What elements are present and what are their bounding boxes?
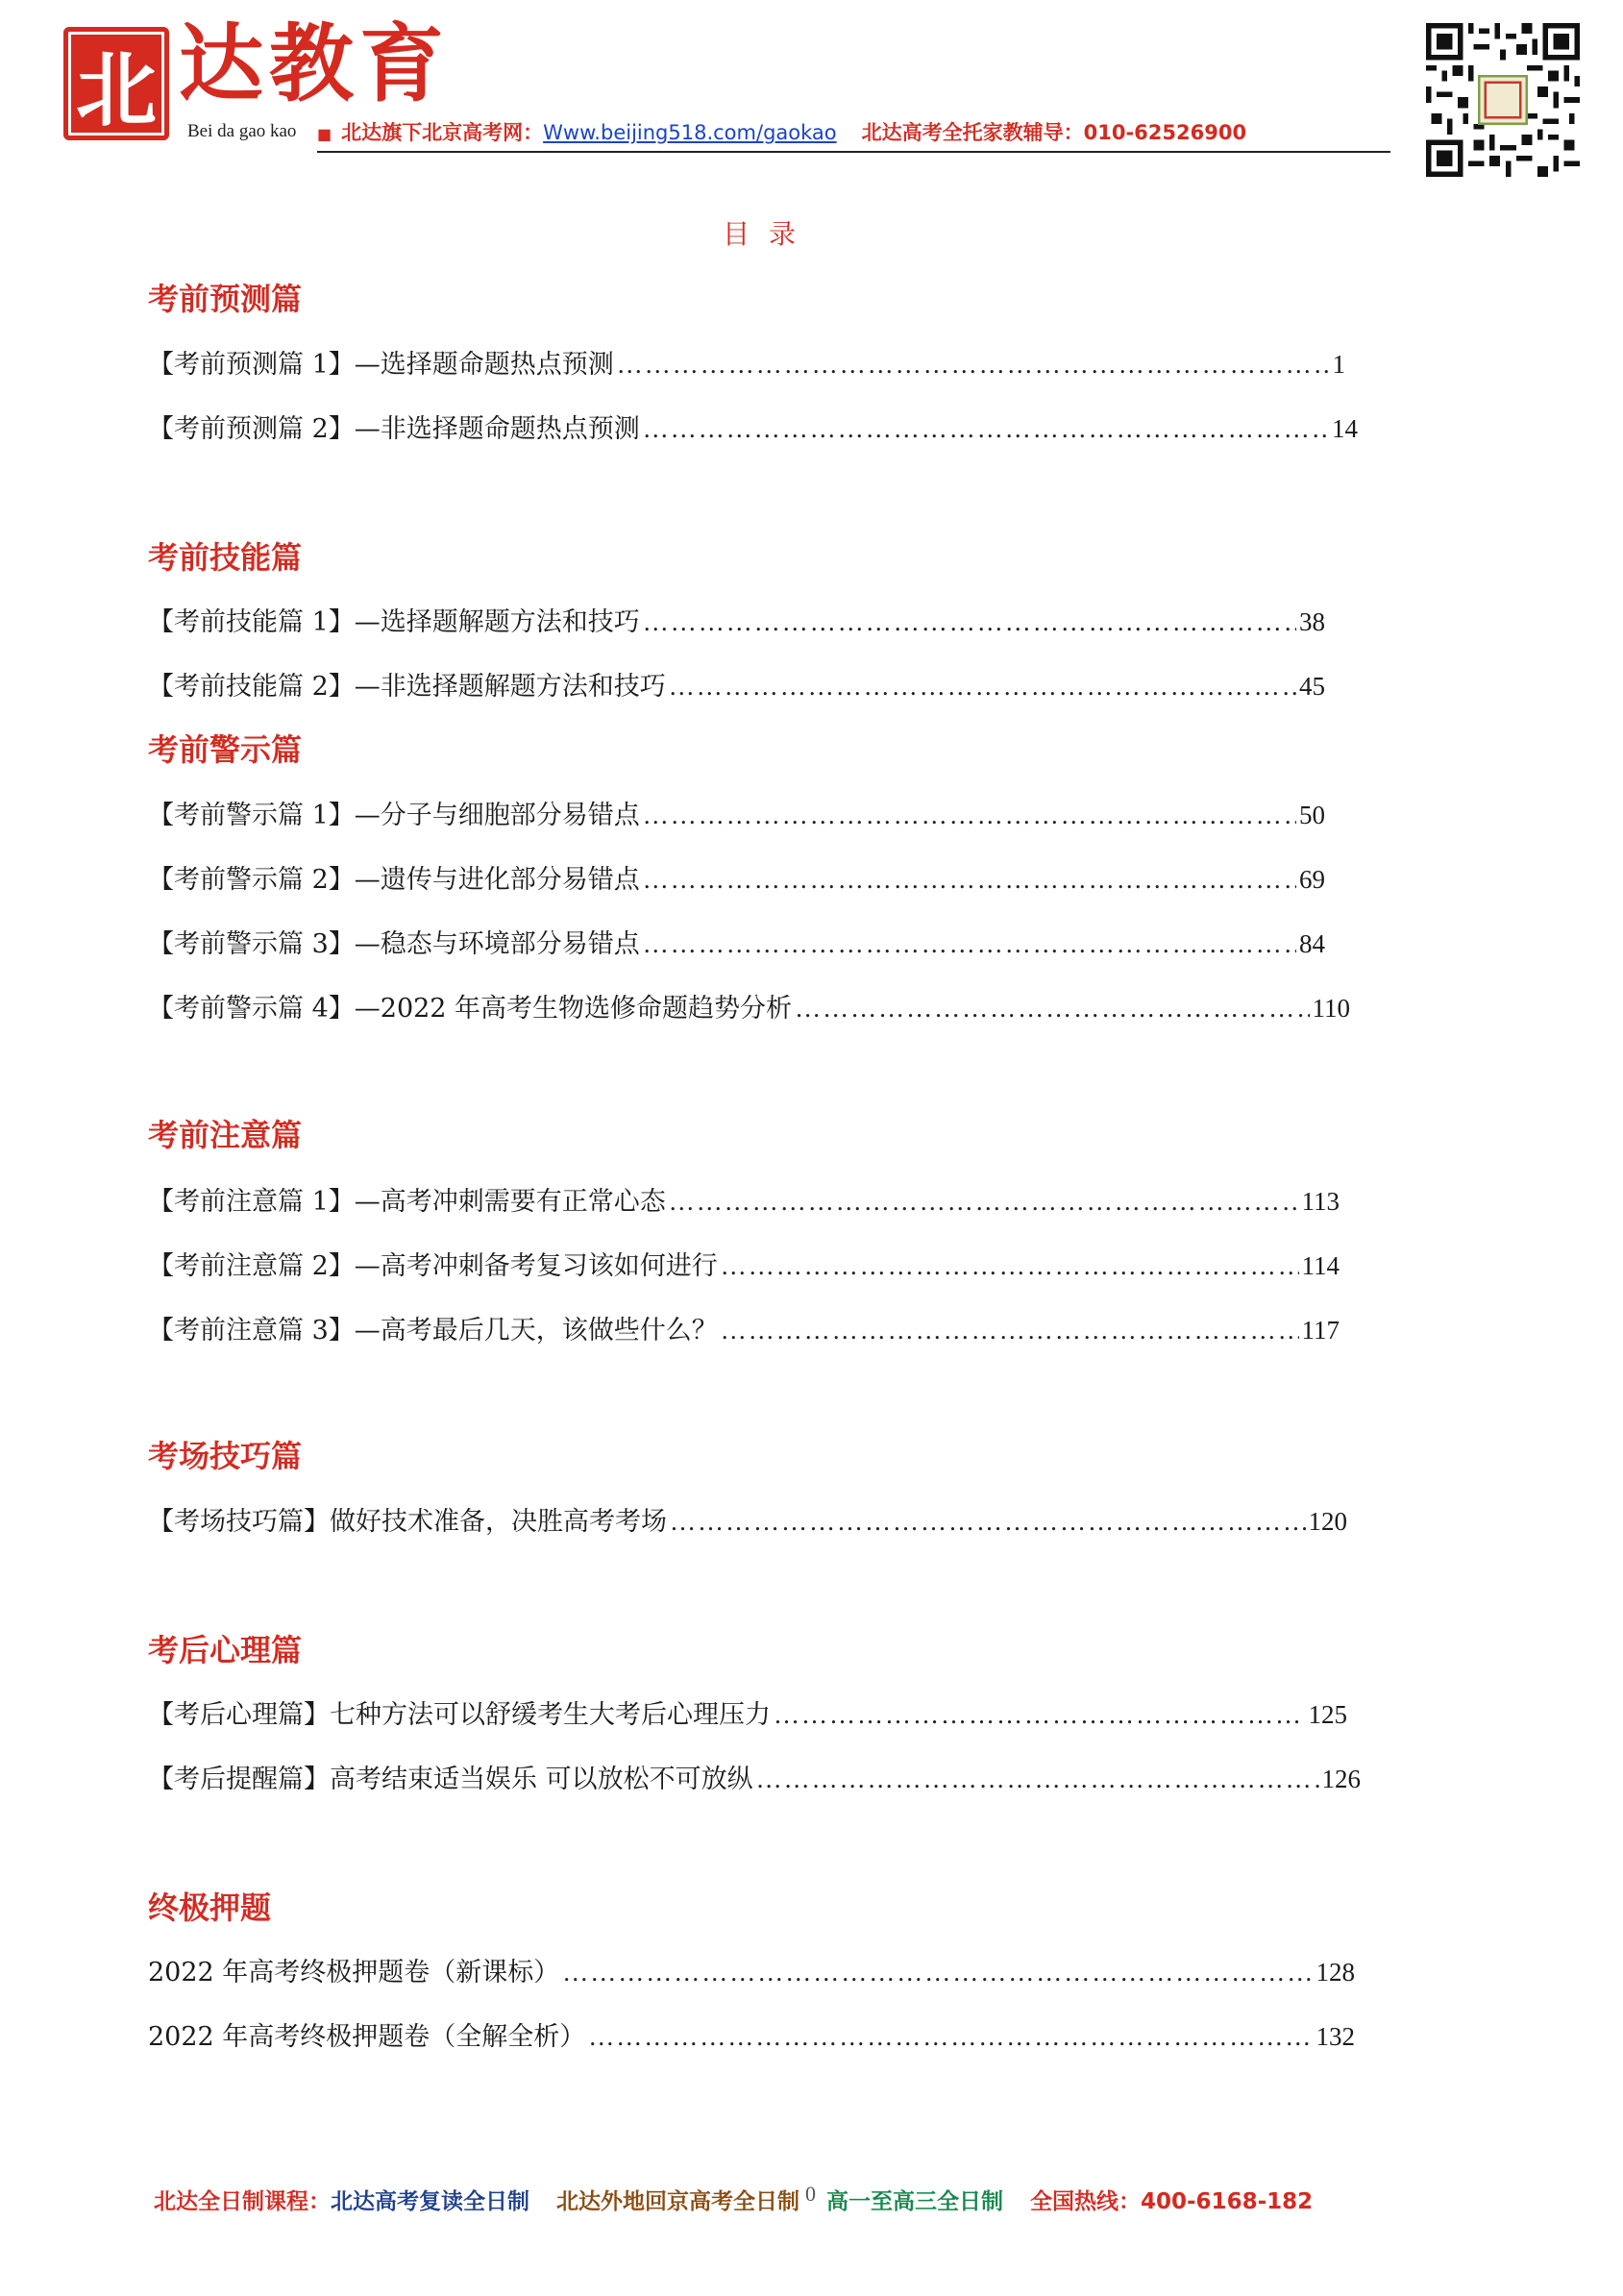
- toc-entry-page: 113: [1301, 1187, 1340, 1216]
- dot-leader: [643, 414, 1329, 444]
- qr-code-icon: [1426, 23, 1580, 177]
- toc-entry[interactable]: [148, 407, 1358, 445]
- dot-leader: [669, 1187, 1299, 1217]
- toc-entry-page: 45: [1299, 672, 1325, 701]
- footer-bar: [154, 2184, 1340, 2215]
- toc-entry-title: 【考前警示篇 3】—稳态与环境部分易错点: [148, 929, 640, 959]
- section-heading-skills: 考前技能篇: [148, 539, 303, 576]
- toc-entry-title: 【考前注意篇 3】—高考最后几天，该做些什么？: [148, 1316, 718, 1346]
- dot-leader: [721, 1251, 1299, 1281]
- toc-entry-page: 38: [1299, 607, 1325, 636]
- toc-entry[interactable]: [148, 1500, 1347, 1538]
- toc-entry[interactable]: [148, 2015, 1355, 2053]
- toc-entry-title: 2022 年高考终极押题卷（全解全析）: [148, 2022, 586, 2052]
- footer-hotline: 全国热线：400-6168-182: [1030, 2189, 1314, 2214]
- section-heading-attention: 考前注意篇: [148, 1117, 303, 1153]
- tutor-phone: 北达高考全托家教辅导：010-62526900: [861, 121, 1247, 144]
- toc-entry[interactable]: [148, 665, 1325, 703]
- toc-entry-title: 【考后提醒篇】高考结束适当娱乐 可以放松不可放纵: [148, 1765, 753, 1794]
- section-heading-post-exam: 考后心理篇: [148, 1632, 303, 1668]
- site-label: 北达旗下北京高考网：: [341, 121, 544, 144]
- toc-entry[interactable]: [148, 1758, 1361, 1795]
- toc-entry[interactable]: [148, 601, 1325, 638]
- toc-entry-page: 114: [1301, 1251, 1340, 1280]
- toc-entry[interactable]: [148, 987, 1350, 1025]
- toc-entry-title: 【考前注意篇 2】—高考冲刺备考复习该如何进行: [148, 1251, 718, 1281]
- toc-entry-page: 14: [1332, 414, 1358, 443]
- footer-course-repeat: 北达高考复读全日制: [331, 2189, 529, 2214]
- toc-entry-title: 【考前技能篇 2】—非选择题解题方法和技巧: [148, 672, 666, 702]
- toc-entry-title: 2022 年高考终极押题卷（新课标）: [148, 1958, 560, 1987]
- footer-course-label: 北达全日制课程：: [154, 2189, 331, 2214]
- dot-leader: [670, 1507, 1306, 1537]
- dot-leader: [643, 929, 1296, 959]
- footer-course-return: 北达外地回京高考全日制: [556, 2189, 799, 2214]
- toc-entry-page: 84: [1299, 929, 1325, 958]
- toc-entry-page: 125: [1308, 1700, 1347, 1729]
- site-link[interactable]: Www.beijing518.com/gaokao: [543, 121, 837, 144]
- toc-entry-title: 【考前技能篇 1】—选择题解题方法和技巧: [148, 607, 640, 637]
- logo-char: 北: [75, 41, 157, 137]
- toc-entry[interactable]: [148, 923, 1325, 960]
- toc-entry[interactable]: [148, 1245, 1340, 1282]
- section-heading-warnings: 考前警示篇: [148, 731, 303, 768]
- section-heading-exam-room: 考场技巧篇: [148, 1438, 303, 1474]
- toc-entry[interactable]: [148, 343, 1345, 381]
- dot-leader: [617, 350, 1330, 380]
- dot-leader: [721, 1316, 1299, 1346]
- header-divider: [317, 151, 1390, 153]
- toc-entry[interactable]: [148, 1309, 1340, 1346]
- toc-entry-page: 50: [1299, 801, 1325, 829]
- toc-entry-page: 120: [1308, 1507, 1347, 1536]
- toc-entry-title: 【考场技巧篇】做好技术准备，决胜高考考场: [148, 1507, 667, 1537]
- toc-entry[interactable]: [148, 1951, 1355, 1988]
- toc-title: 目录: [722, 218, 815, 250]
- toc-entry-page: 117: [1301, 1316, 1340, 1345]
- toc-entry-page: 126: [1321, 1765, 1361, 1793]
- toc-entry-page: 132: [1316, 2022, 1355, 2051]
- toc-entry-title: 【考后心理篇】七种方法可以舒缓考生大考后心理压力: [148, 1700, 771, 1730]
- toc-entry-title: 【考前警示篇 2】—遗传与进化部分易错点: [148, 865, 640, 895]
- dot-leader: [643, 607, 1296, 637]
- brand-pinyin: Bei da gao kao: [187, 121, 297, 141]
- header-info-line: [317, 117, 1246, 146]
- toc-entry-page: 128: [1316, 1958, 1355, 1987]
- toc-entry-title: 【考前预测篇 1】—选择题命题热点预测: [148, 350, 614, 380]
- dot-leader: [562, 1958, 1313, 1987]
- dot-leader: [795, 994, 1309, 1024]
- dot-leader: [756, 1765, 1319, 1794]
- toc-entry[interactable]: [148, 794, 1325, 831]
- toc-entry-title: 【考前警示篇 4】—2022 年高考生物选修命题趋势分析: [148, 994, 793, 1024]
- dot-leader: [643, 865, 1296, 895]
- section-heading-forecast: 考前预测篇: [148, 281, 303, 317]
- dot-leader: [588, 2022, 1313, 2052]
- logo-seal: [63, 27, 169, 140]
- toc-entry-page: 1: [1332, 350, 1345, 379]
- brand-name: 达教育: [179, 13, 451, 113]
- section-heading-final-predictions: 终极押题: [148, 1889, 272, 1926]
- square-bullet-icon: ■: [317, 125, 332, 143]
- toc-entry-title: 【考前警示篇 1】—分子与细胞部分易错点: [148, 801, 640, 830]
- toc-entry[interactable]: [148, 858, 1325, 896]
- toc-entry[interactable]: [148, 1693, 1347, 1731]
- toc-entry-title: 【考前预测篇 2】—非选择题命题热点预测: [148, 414, 640, 444]
- dot-leader: [774, 1700, 1306, 1730]
- toc-entry-page: 110: [1312, 994, 1350, 1023]
- toc-entry[interactable]: [148, 1180, 1340, 1218]
- toc-entry-page: 69: [1299, 865, 1325, 894]
- footer-course-fulltime: 高一至高三全日制: [826, 2189, 1003, 2214]
- page-number: 0: [805, 2182, 816, 2206]
- dot-leader: [643, 801, 1296, 830]
- dot-leader: [669, 672, 1296, 702]
- toc-entry-title: 【考前注意篇 1】—高考冲刺需要有正常心态: [148, 1187, 666, 1217]
